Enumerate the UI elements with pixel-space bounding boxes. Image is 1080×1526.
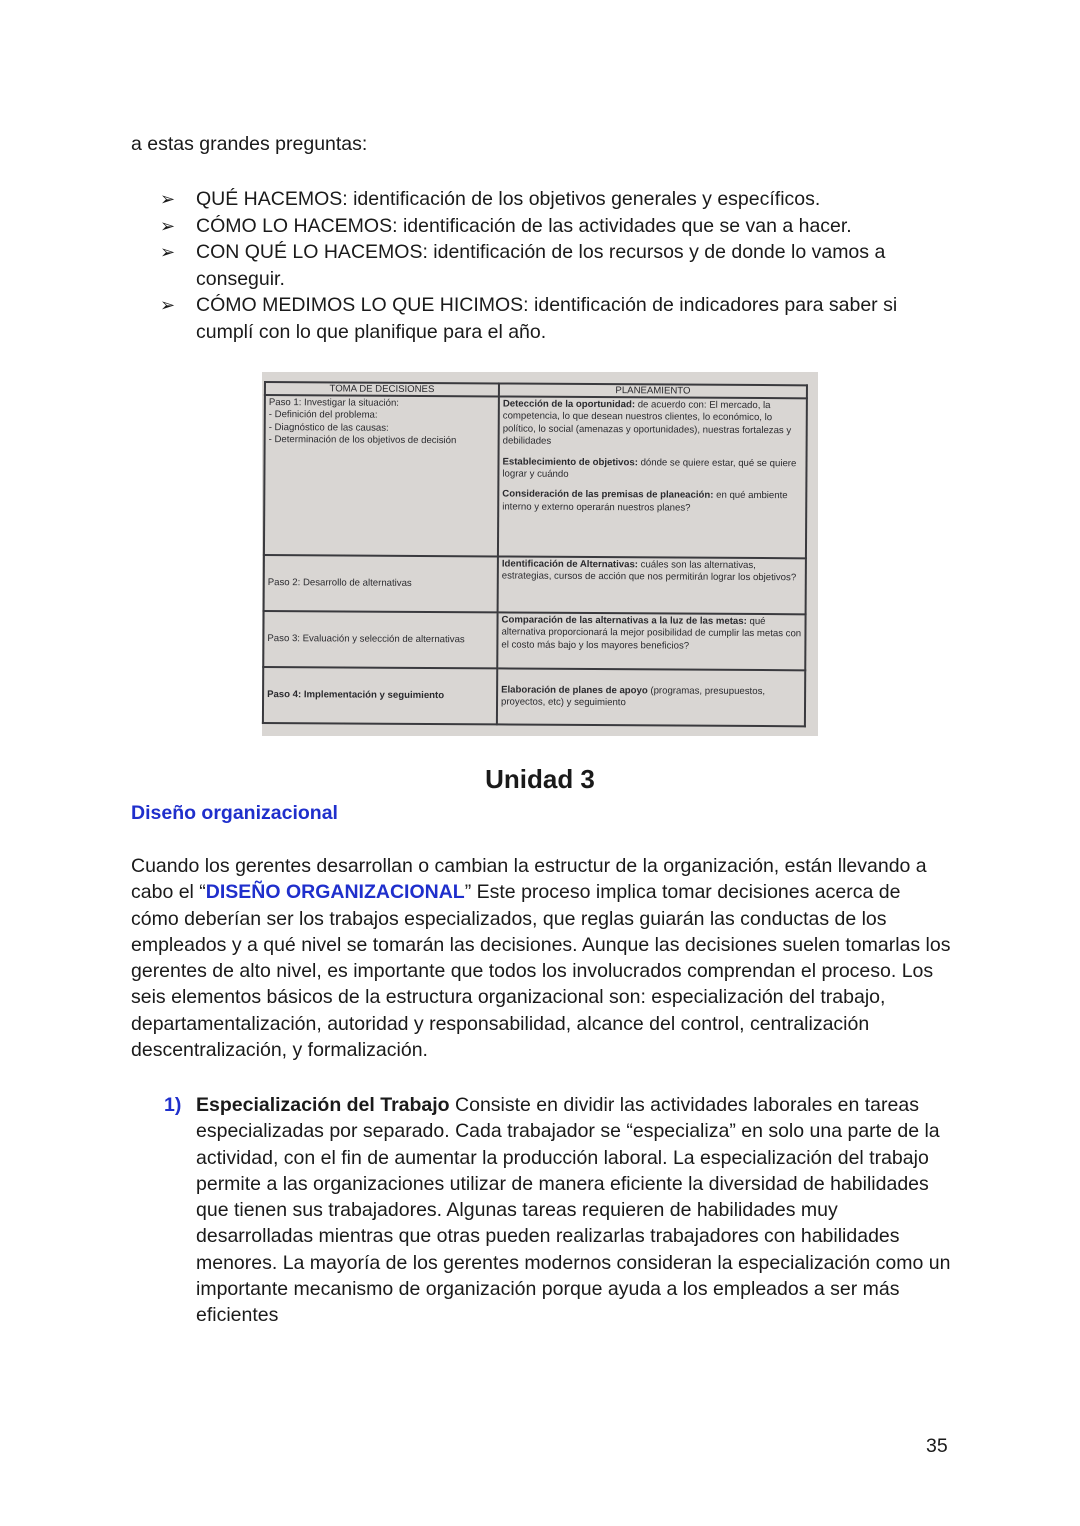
cell-text: de acuerdo con: El mercado, la competencia, lo que desean nuestros clientes, lo económico, lo político, lo social (amenazas y oportunidades), nuestras fortalezas y debilidades (502, 399, 792, 447)
paragraph-text: ” Este proceso implica tomar decisiones acerca de cómo deberían ser los trabajos especializados, que reglas guiarán las conductas de los empleados y a qué nivel se tomarán las decisiones. Aunque las decisiones suelen tomarlas los gerentes de alto nivel, es importante que todos los involucrados comprendan el proceso. Los seis elementos básicos de la estructura organizacional son: especialización del trabajo, departamentalización, autoridad y responsabilidad, alcance del control, centralización descentralización, y formalización. (131, 881, 951, 1062)
list-item-text: CON QUÉ LO HACEMOS: identificación de los recursos y de donde lo vamos a conseguir. (196, 241, 886, 290)
list-item-text: CÓMO LO HACEMOS: identificación de las actividades que se van a hacer. (196, 214, 852, 237)
question-list (160, 186, 950, 345)
cell-label: Detección de la oportunidad: (502, 398, 636, 411)
table-row (264, 555, 806, 614)
step-title: Paso 4: Implementación y seguimiento (267, 688, 445, 701)
list-item-text: CÓMO MEDIMOS LO QUE HICIMOS: identificación de indicadores para saber si cumplí con lo que planifique para el año. (196, 294, 898, 343)
table-cell: Paso 3: Evaluación y selección de alternativas (263, 611, 497, 668)
table-row (264, 395, 807, 558)
paragraph-text: Cuando los gerentes desarrollan o cambian la estructur de la organización, están llevando a cabo el “ (131, 855, 927, 904)
section-title: Diseño organizacional (131, 802, 338, 824)
list-item (160, 239, 950, 292)
arrow-bullet-icon: ➢ (160, 242, 176, 262)
cell-label: Identificación de Alternativas: (501, 558, 639, 571)
table-cell (263, 667, 497, 724)
unit-title: Unidad 3 (485, 764, 595, 794)
list-item (160, 213, 950, 240)
cell-text: (programas, presupuestos, proyectos, etc) y seguimiento (501, 684, 766, 709)
table-row (263, 667, 805, 726)
numbered-item (164, 1092, 954, 1329)
item-number: 1) (164, 1094, 182, 1116)
table-cell (497, 668, 805, 726)
decision-planning-table-photo (262, 372, 818, 736)
cell-label: Consideración de las premisas de planeación: (502, 488, 714, 502)
decision-planning-table (262, 381, 808, 727)
cell-text: dónde se quiere estar, qué se quiere lograr y cuándo (502, 456, 797, 480)
table-cell (498, 396, 807, 558)
item-body (196, 1092, 954, 1329)
body-paragraph (131, 853, 951, 1063)
cell-label: Comparación de las alternativas a la luz de las metas: (501, 614, 747, 627)
table-header-right: PLANEAMIENTO (499, 383, 807, 398)
intro-text: a estas grandes preguntas: (131, 133, 368, 155)
cell-label: Establecimiento de objetivos: (502, 456, 638, 468)
cell-text: cuáles son las alternativas, estrategias, cursos de acción que nos permitirán lograr los objetivos? (501, 559, 797, 584)
highlighted-term: DISEÑO ORGANIZACIONAL (205, 881, 465, 904)
table-cell (264, 395, 499, 556)
step-title: Paso 1: Investigar la situación: (268, 397, 400, 409)
step-item: - Determinación de los objetivos de decisión (268, 434, 457, 447)
arrow-bullet-icon: ➢ (160, 295, 176, 315)
table-cell (497, 612, 805, 670)
list-item (160, 186, 950, 213)
table-cell: Paso 2: Desarrollo de alternativas (264, 555, 498, 612)
page-number: 35 (926, 1435, 948, 1457)
item-term: Especialización del Trabajo (196, 1094, 450, 1116)
arrow-bullet-icon: ➢ (160, 189, 176, 209)
cell-text: qué alternativa proporcionará la mejor posibilidad de cumplir las metas con el costo más bajo y los mayores beneficios? (501, 615, 802, 652)
table-cell (498, 556, 806, 614)
step-item: - Definición del problema: (268, 409, 378, 422)
list-item (160, 292, 950, 345)
cell-text: en qué ambiente interno y externo operarán nuestros planes? (502, 490, 788, 514)
step-item: - Diagnóstico de las causas: (268, 421, 389, 434)
list-item-text: QUÉ HACEMOS: identificación de los objetivos generales y específicos. (196, 188, 821, 210)
cell-label: Elaboración de planes de apoyo (501, 684, 648, 696)
table-row (263, 611, 805, 670)
arrow-bullet-icon: ➢ (160, 215, 176, 236)
item-text: Consiste en dividir las actividades laborales en tareas especializadas por separado. Cada trabajador se “especializa” en solo una parte de la actividad, con el fin de aumentar la producción laboral. La especialización del trabajo permite a las organizaciones utilizar de manera eficiente la diversidad de habilidades que tienen sus trabajadores. Algunas tareas requieren de habilidades muy desarrolladas mientras que otras pueden realizarlas trabajadores con habilidades menores. La mayoría de los gerentes modernos consideran la especialización como un importante mecanismo de organización porque ayuda a los empleados a ser más eficientes (196, 1094, 951, 1327)
table-header-left: TOMA DE DECISIONES (265, 382, 499, 396)
